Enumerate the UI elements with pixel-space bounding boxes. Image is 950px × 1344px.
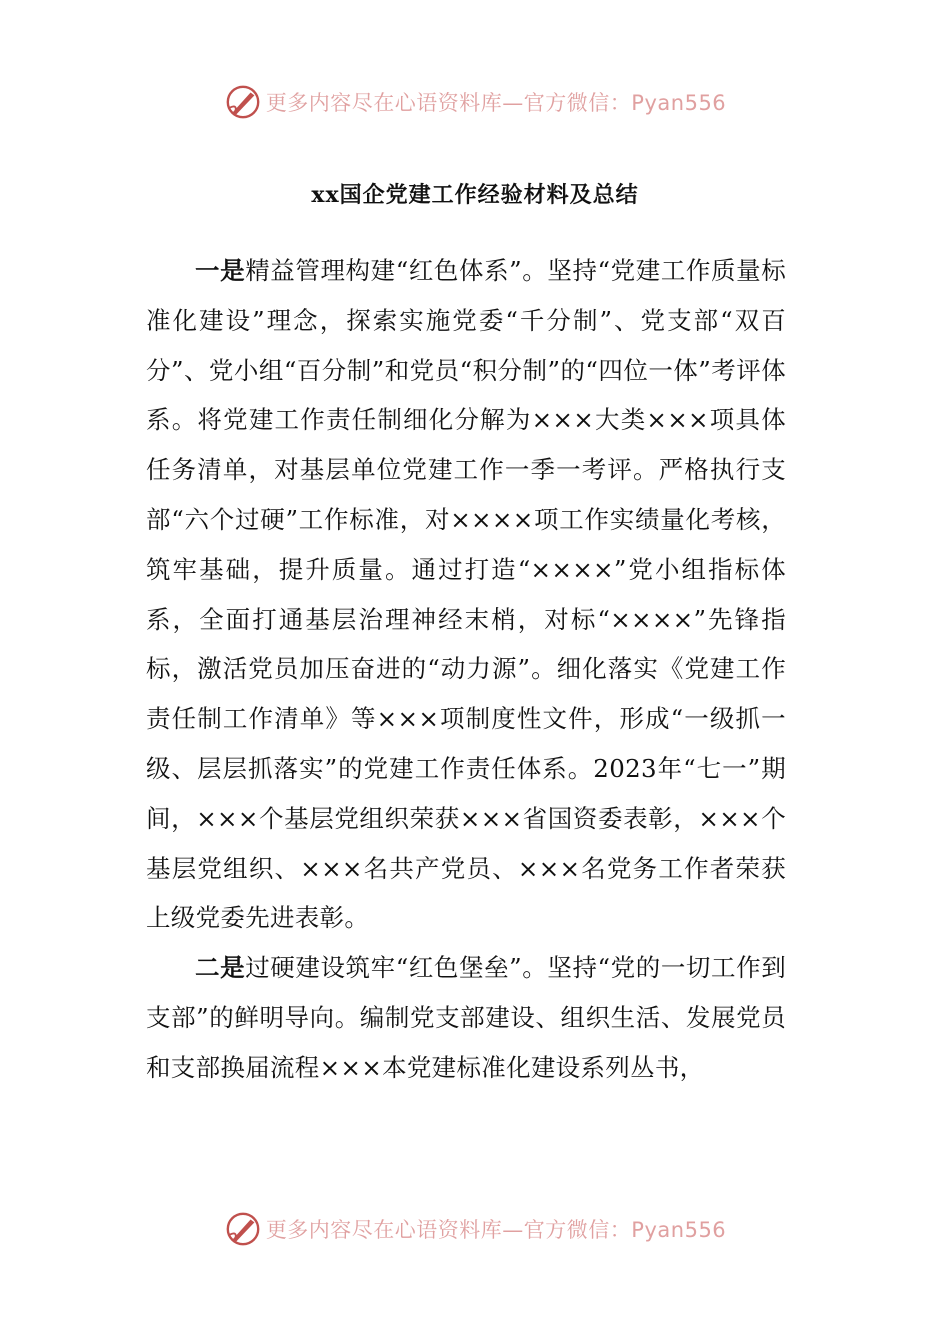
paragraph-2 — [146, 943, 786, 1092]
pen-seal-logo-icon — [224, 83, 262, 121]
pen-seal-logo-icon — [224, 1210, 262, 1248]
header-banner-text: 更多内容尽在心语资料库—官方微信：Pyan556 — [265, 91, 727, 115]
paragraph-1 — [146, 246, 786, 943]
paragraph-2-lead: 二是 — [195, 953, 246, 983]
header-banner — [0, 78, 950, 126]
paragraph-2-text: 过硬建设筑牢“红色堡垒”。坚持“党的一切工作到支部”的鲜明导向。编制党支部建设、组织生活、发展党员和支部换届流程×××本党建标准化建设系列丛书， — [146, 953, 786, 1082]
footer-banner-text: 更多内容尽在心语资料库—官方微信：Pyan556 — [265, 1218, 727, 1242]
document-body — [146, 246, 786, 1093]
footer-banner — [0, 1205, 950, 1253]
document-title: xx国企党建工作经验材料及总结 — [311, 182, 639, 208]
paragraph-1-lead: 一是 — [195, 256, 246, 285]
paragraph-1-text: 精益管理构建“红色体系”。坚持“党建工作质量标准化建设”理念，探索实施党委“千分制”、党支部“双百分”、党小组“百分制”和党员“积分制”的“四位一体”考评体系。将党建工作责任制细化分解为×××大类×××项具体任务清单，对基层单位党建工作一季一考评。严格执行支部“六个过硬”工作标准，对××××项工作实绩量化考核，筑牢基础，提升质量。通过打造“××××”党小组指标体系，全面打通基层治理神经末梢，对标“××××”先锋指标，激活党员加压奋进的“动力源”。细化落实《党建工作责任制工作清单》等×××项制度性文件，形成“一级抓一级、层层抓落实”的党建工作责任体系。2023年“七一”期间，×××个基层党组织荣获×××省国资委表彰，×××个基层党组织、×××名共产党员、×××名党务工作者荣获上级党委先进表彰。 — [146, 256, 786, 933]
